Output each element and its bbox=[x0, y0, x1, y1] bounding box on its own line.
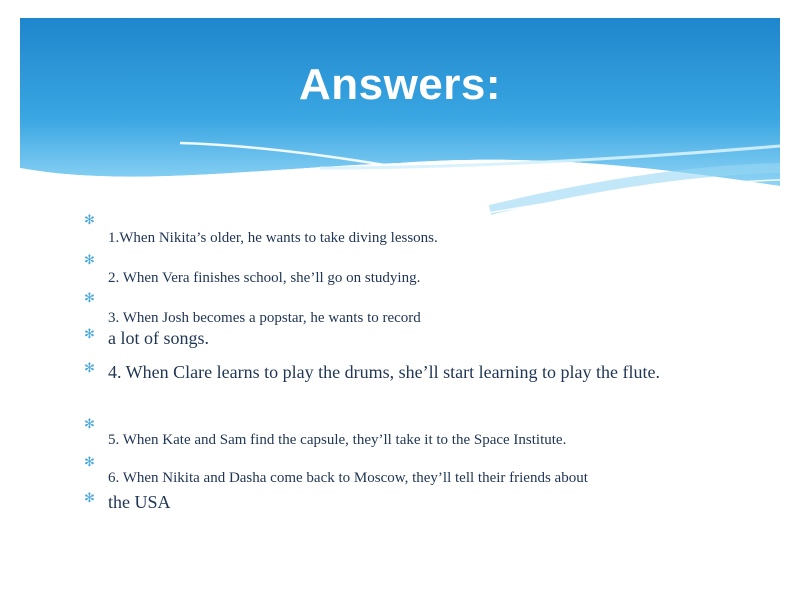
header-wave-graphic bbox=[20, 18, 780, 223]
header-banner bbox=[20, 18, 780, 223]
answer-6-text: 6. When Nikita and Dasha come back to Moscow, they’ll tell their friends about bbox=[108, 470, 588, 486]
list-item bbox=[84, 418, 724, 432]
list-item bbox=[84, 310, 724, 328]
answer-2-text: 2. When Vera finishes school, she’ll go on studying. bbox=[108, 270, 421, 286]
list-item bbox=[84, 456, 724, 470]
bullet-asterisk-icon: ✻ bbox=[84, 455, 95, 470]
answer-4-text: 4. When Clare learns to play the drums, she’ll start learning to play the flute. bbox=[108, 362, 661, 382]
bullet-asterisk-icon: ✻ bbox=[84, 213, 95, 228]
slide-title: Answers: bbox=[298, 60, 502, 109]
list-item bbox=[84, 292, 724, 310]
list-item bbox=[84, 214, 724, 230]
list-item bbox=[84, 254, 724, 270]
list-item bbox=[84, 356, 724, 418]
bullet-asterisk-icon: ✻ bbox=[84, 291, 95, 306]
list-item bbox=[84, 328, 724, 356]
bullet-asterisk-icon: ✻ bbox=[84, 327, 95, 342]
answer-1-text: 1.When Nikita’s older, he wants to take diving lessons. bbox=[108, 230, 438, 246]
answer-6-continuation-text: the USA bbox=[108, 492, 171, 512]
bullet-asterisk-icon: ✻ bbox=[84, 253, 95, 268]
answer-5-text: 5. When Kate and Sam find the capsule, they’ll take it to the Space Institute. bbox=[108, 432, 567, 448]
answer-list bbox=[84, 214, 724, 516]
list-item bbox=[84, 230, 724, 254]
bullet-asterisk-icon: ✻ bbox=[84, 361, 95, 376]
list-item bbox=[84, 470, 724, 492]
bullet-asterisk-icon: ✻ bbox=[84, 417, 95, 432]
bullet-asterisk-icon: ✻ bbox=[84, 491, 95, 506]
list-item bbox=[84, 432, 724, 456]
answer-3-text: 3. When Josh becomes a popstar, he wants to record bbox=[108, 310, 421, 326]
answer-3-continuation-text: a lot of songs. bbox=[108, 328, 209, 348]
list-item bbox=[84, 492, 724, 516]
list-item bbox=[84, 270, 724, 292]
